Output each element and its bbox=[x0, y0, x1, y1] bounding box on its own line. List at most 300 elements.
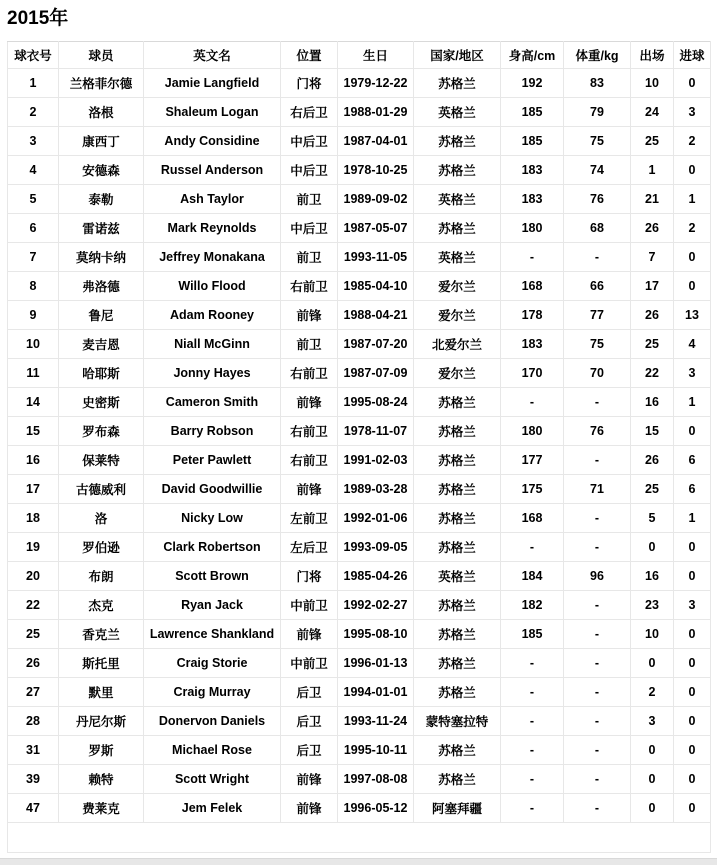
table-cell: - bbox=[564, 707, 631, 736]
table-cell: 22 bbox=[631, 359, 674, 388]
table-cell: 北爱尔兰 bbox=[414, 330, 501, 359]
table-cell: Scott Wright bbox=[144, 765, 281, 794]
table-cell: 19 bbox=[8, 533, 59, 562]
table-cell: 右前卫 bbox=[281, 359, 338, 388]
table-cell: 6 bbox=[8, 214, 59, 243]
table-cell: 莫纳卡纳 bbox=[59, 243, 144, 272]
column-header: 英文名 bbox=[144, 42, 281, 69]
table-cell: Adam Rooney bbox=[144, 301, 281, 330]
table-cell: 弗洛德 bbox=[59, 272, 144, 301]
table-cell: 3 bbox=[674, 591, 711, 620]
table-cell: 1987-05-07 bbox=[338, 214, 414, 243]
column-header: 身高/cm bbox=[501, 42, 564, 69]
column-header: 国家/地区 bbox=[414, 42, 501, 69]
table-cell: 爱尔兰 bbox=[414, 359, 501, 388]
table-cell: 26 bbox=[631, 214, 674, 243]
table-cell: 0 bbox=[674, 678, 711, 707]
table-cell: 15 bbox=[8, 417, 59, 446]
table-cell: 13 bbox=[674, 301, 711, 330]
table-row bbox=[8, 475, 711, 504]
table-cell: 前锋 bbox=[281, 794, 338, 823]
table-row bbox=[8, 504, 711, 533]
table-cell: 苏格兰 bbox=[414, 156, 501, 185]
table-cell: 76 bbox=[564, 185, 631, 214]
table-cell: 16 bbox=[631, 562, 674, 591]
table-cell: 1995-10-11 bbox=[338, 736, 414, 765]
table-cell: 4 bbox=[674, 330, 711, 359]
table-cell: 185 bbox=[501, 98, 564, 127]
table-cell: 布朗 bbox=[59, 562, 144, 591]
table-cell: 177 bbox=[501, 446, 564, 475]
table-cell: Jonny Hayes bbox=[144, 359, 281, 388]
table-cell: 6 bbox=[674, 475, 711, 504]
table-cell: 183 bbox=[501, 156, 564, 185]
table-cell: 74 bbox=[564, 156, 631, 185]
table-cell: 24 bbox=[631, 98, 674, 127]
table-cell: 16 bbox=[631, 388, 674, 417]
table-cell: 1996-01-13 bbox=[338, 649, 414, 678]
table-cell: 后卫 bbox=[281, 678, 338, 707]
table-cell: 1 bbox=[8, 69, 59, 98]
table-row bbox=[8, 417, 711, 446]
table-cell: 后卫 bbox=[281, 707, 338, 736]
table-cell: 0 bbox=[674, 649, 711, 678]
table-cell: 前锋 bbox=[281, 301, 338, 330]
table-cell: 168 bbox=[501, 504, 564, 533]
table-cell: 184 bbox=[501, 562, 564, 591]
table-row bbox=[8, 69, 711, 98]
table-cell: Shaleum Logan bbox=[144, 98, 281, 127]
table-cell: 前卫 bbox=[281, 330, 338, 359]
table-cell: 0 bbox=[674, 417, 711, 446]
table-row bbox=[8, 765, 711, 794]
table-cell: Jeffrey Monakana bbox=[144, 243, 281, 272]
table-cell: 11 bbox=[8, 359, 59, 388]
table-cell: 杰克 bbox=[59, 591, 144, 620]
table-cell: 1991-02-03 bbox=[338, 446, 414, 475]
table-cell: 1992-01-06 bbox=[338, 504, 414, 533]
table-cell: Barry Robson bbox=[144, 417, 281, 446]
table-cell: 1988-01-29 bbox=[338, 98, 414, 127]
table-cell: 1979-12-22 bbox=[338, 69, 414, 98]
table-row bbox=[8, 98, 711, 127]
table-cell: 71 bbox=[564, 475, 631, 504]
table-cell: - bbox=[564, 504, 631, 533]
table-cell: 中前卫 bbox=[281, 591, 338, 620]
table-cell: 右前卫 bbox=[281, 446, 338, 475]
table-cell: 古德威利 bbox=[59, 475, 144, 504]
table-row bbox=[8, 736, 711, 765]
table-cell: 0 bbox=[631, 649, 674, 678]
table-row bbox=[8, 620, 711, 649]
table-cell: 苏格兰 bbox=[414, 736, 501, 765]
table-cell: 鲁尼 bbox=[59, 301, 144, 330]
table-cell: - bbox=[564, 620, 631, 649]
table-cell: 史密斯 bbox=[59, 388, 144, 417]
table-row bbox=[8, 533, 711, 562]
table-cell: 0 bbox=[674, 707, 711, 736]
table-cell: 168 bbox=[501, 272, 564, 301]
table-cell: Niall McGinn bbox=[144, 330, 281, 359]
table-cell: 前卫 bbox=[281, 185, 338, 214]
table-cell: 7 bbox=[631, 243, 674, 272]
table-cell: 1993-11-05 bbox=[338, 243, 414, 272]
table-cell: 68 bbox=[564, 214, 631, 243]
table-cell: 16 bbox=[8, 446, 59, 475]
table-cell: 28 bbox=[8, 707, 59, 736]
table-cell: Ryan Jack bbox=[144, 591, 281, 620]
table-cell: - bbox=[564, 243, 631, 272]
table-cell: 右前卫 bbox=[281, 272, 338, 301]
table-cell: 180 bbox=[501, 214, 564, 243]
table-cell: David Goodwillie bbox=[144, 475, 281, 504]
table-cell: 右前卫 bbox=[281, 417, 338, 446]
table-cell: 39 bbox=[8, 765, 59, 794]
table-row bbox=[8, 301, 711, 330]
table-cell: 17 bbox=[631, 272, 674, 301]
table-cell: 1995-08-10 bbox=[338, 620, 414, 649]
table-cell: 哈耶斯 bbox=[59, 359, 144, 388]
table-cell: Jamie Langfield bbox=[144, 69, 281, 98]
table-cell: Jem Felek bbox=[144, 794, 281, 823]
table-cell: 1978-11-07 bbox=[338, 417, 414, 446]
table-cell: 1988-04-21 bbox=[338, 301, 414, 330]
table-cell: 苏格兰 bbox=[414, 765, 501, 794]
table-cell: 170 bbox=[501, 359, 564, 388]
table-cell: 后卫 bbox=[281, 736, 338, 765]
table-row bbox=[8, 591, 711, 620]
table-cell: 英格兰 bbox=[414, 562, 501, 591]
table-cell: 苏格兰 bbox=[414, 533, 501, 562]
table-cell: 1995-08-24 bbox=[338, 388, 414, 417]
table-cell: 7 bbox=[8, 243, 59, 272]
table-cell: 1987-07-09 bbox=[338, 359, 414, 388]
table-cell: 0 bbox=[674, 243, 711, 272]
column-header: 生日 bbox=[338, 42, 414, 69]
table-cell: 苏格兰 bbox=[414, 214, 501, 243]
table-cell: 27 bbox=[8, 678, 59, 707]
table-cell: 70 bbox=[564, 359, 631, 388]
table-cell: 180 bbox=[501, 417, 564, 446]
table-cell: Scott Brown bbox=[144, 562, 281, 591]
table-cell: 英格兰 bbox=[414, 243, 501, 272]
table-row bbox=[8, 649, 711, 678]
table-cell: 中前卫 bbox=[281, 649, 338, 678]
table-cell: 罗布森 bbox=[59, 417, 144, 446]
table-cell: 前锋 bbox=[281, 388, 338, 417]
table-cell: 前卫 bbox=[281, 243, 338, 272]
table-cell: - bbox=[564, 736, 631, 765]
table-cell: 0 bbox=[674, 272, 711, 301]
table-cell: 192 bbox=[501, 69, 564, 98]
table-cell: - bbox=[501, 388, 564, 417]
table-cell: 76 bbox=[564, 417, 631, 446]
table-cell: 14 bbox=[8, 388, 59, 417]
table-cell: 26 bbox=[8, 649, 59, 678]
column-header: 进球 bbox=[674, 42, 711, 69]
table-cell: 26 bbox=[631, 446, 674, 475]
table-cell: - bbox=[564, 446, 631, 475]
table-cell: 1 bbox=[674, 388, 711, 417]
table-cell: 罗斯 bbox=[59, 736, 144, 765]
table-cell: 175 bbox=[501, 475, 564, 504]
table-cell: 1 bbox=[674, 504, 711, 533]
table-cell: 77 bbox=[564, 301, 631, 330]
table-cell: 2 bbox=[631, 678, 674, 707]
table-row bbox=[8, 243, 711, 272]
table-cell: 10 bbox=[8, 330, 59, 359]
table-cell: 5 bbox=[8, 185, 59, 214]
table-cell: 前锋 bbox=[281, 765, 338, 794]
table-cell: 3 bbox=[674, 98, 711, 127]
empty-row bbox=[8, 823, 711, 853]
footer-divider bbox=[0, 858, 717, 865]
table-cell: - bbox=[501, 794, 564, 823]
table-cell: 26 bbox=[631, 301, 674, 330]
table-cell: 0 bbox=[674, 562, 711, 591]
table-row bbox=[8, 794, 711, 823]
squad-table bbox=[7, 41, 711, 853]
table-body bbox=[8, 69, 711, 853]
table-cell: 右后卫 bbox=[281, 98, 338, 127]
table-cell: 183 bbox=[501, 330, 564, 359]
table-row bbox=[8, 214, 711, 243]
table-cell: 苏格兰 bbox=[414, 591, 501, 620]
table-row bbox=[8, 185, 711, 214]
table-cell: 洛 bbox=[59, 504, 144, 533]
table-cell: 1 bbox=[674, 185, 711, 214]
table-cell: 1985-04-10 bbox=[338, 272, 414, 301]
table-cell: 1993-11-24 bbox=[338, 707, 414, 736]
table-cell: 麦吉恩 bbox=[59, 330, 144, 359]
table-cell: 苏格兰 bbox=[414, 678, 501, 707]
table-cell: 英格兰 bbox=[414, 98, 501, 127]
table-cell: 182 bbox=[501, 591, 564, 620]
column-header: 体重/kg bbox=[564, 42, 631, 69]
table-cell: Nicky Low bbox=[144, 504, 281, 533]
table-cell: 香克兰 bbox=[59, 620, 144, 649]
table-cell: 185 bbox=[501, 620, 564, 649]
table-cell: 英格兰 bbox=[414, 185, 501, 214]
table-cell: 0 bbox=[631, 736, 674, 765]
table-cell: 左后卫 bbox=[281, 533, 338, 562]
column-header: 出场 bbox=[631, 42, 674, 69]
table-cell: 21 bbox=[631, 185, 674, 214]
table-cell: 苏格兰 bbox=[414, 388, 501, 417]
table-cell: Mark Reynolds bbox=[144, 214, 281, 243]
table-cell: 5 bbox=[631, 504, 674, 533]
table-cell: - bbox=[501, 678, 564, 707]
table-cell: 罗伯逊 bbox=[59, 533, 144, 562]
table-cell: 8 bbox=[8, 272, 59, 301]
table-cell: 185 bbox=[501, 127, 564, 156]
table-row bbox=[8, 359, 711, 388]
table-cell: 9 bbox=[8, 301, 59, 330]
table-cell: - bbox=[564, 765, 631, 794]
table-cell: 苏格兰 bbox=[414, 475, 501, 504]
table-cell: - bbox=[501, 533, 564, 562]
column-header: 球员 bbox=[59, 42, 144, 69]
table-cell: 20 bbox=[8, 562, 59, 591]
table-cell: 阿塞拜疆 bbox=[414, 794, 501, 823]
table-cell: - bbox=[564, 794, 631, 823]
table-cell: 0 bbox=[674, 69, 711, 98]
table-cell: 10 bbox=[631, 69, 674, 98]
table-cell: 中后卫 bbox=[281, 156, 338, 185]
table-cell: - bbox=[501, 243, 564, 272]
table-cell: Michael Rose bbox=[144, 736, 281, 765]
table-row bbox=[8, 446, 711, 475]
empty-cell bbox=[8, 823, 711, 853]
table-cell: Cameron Smith bbox=[144, 388, 281, 417]
table-cell: 雷诺兹 bbox=[59, 214, 144, 243]
table-cell: 0 bbox=[674, 620, 711, 649]
table-cell: 0 bbox=[631, 794, 674, 823]
table-cell: 18 bbox=[8, 504, 59, 533]
table-cell: 66 bbox=[564, 272, 631, 301]
table-cell: 苏格兰 bbox=[414, 127, 501, 156]
table-cell: 1987-07-20 bbox=[338, 330, 414, 359]
table-row bbox=[8, 127, 711, 156]
table-cell: 1992-02-27 bbox=[338, 591, 414, 620]
table-cell: Willo Flood bbox=[144, 272, 281, 301]
table-cell: 79 bbox=[564, 98, 631, 127]
table-cell: 0 bbox=[674, 794, 711, 823]
table-cell: 左前卫 bbox=[281, 504, 338, 533]
table-cell: 1989-09-02 bbox=[338, 185, 414, 214]
table-cell: 1997-08-08 bbox=[338, 765, 414, 794]
table-cell: Craig Storie bbox=[144, 649, 281, 678]
table-cell: Donervon Daniels bbox=[144, 707, 281, 736]
table-cell: 安德森 bbox=[59, 156, 144, 185]
table-cell: 爱尔兰 bbox=[414, 301, 501, 330]
table-cell: 47 bbox=[8, 794, 59, 823]
table-cell: 25 bbox=[631, 330, 674, 359]
table-cell: 4 bbox=[8, 156, 59, 185]
table-row bbox=[8, 678, 711, 707]
table-cell: - bbox=[564, 533, 631, 562]
table-row bbox=[8, 156, 711, 185]
table-cell: 25 bbox=[631, 127, 674, 156]
table-cell: 1978-10-25 bbox=[338, 156, 414, 185]
table-cell: 10 bbox=[631, 620, 674, 649]
table-cell: 183 bbox=[501, 185, 564, 214]
table-cell: 0 bbox=[674, 765, 711, 794]
table-cell: - bbox=[501, 649, 564, 678]
table-cell: 22 bbox=[8, 591, 59, 620]
table-cell: 苏格兰 bbox=[414, 417, 501, 446]
table-cell: Lawrence Shankland bbox=[144, 620, 281, 649]
table-cell: Russel Anderson bbox=[144, 156, 281, 185]
table-cell: - bbox=[501, 736, 564, 765]
table-cell: 赖特 bbox=[59, 765, 144, 794]
table-cell: 3 bbox=[674, 359, 711, 388]
table-cell: 泰勒 bbox=[59, 185, 144, 214]
table-cell: 2 bbox=[674, 214, 711, 243]
table-cell: 31 bbox=[8, 736, 59, 765]
table-cell: 保莱特 bbox=[59, 446, 144, 475]
table-cell: 苏格兰 bbox=[414, 504, 501, 533]
table-cell: Peter Pawlett bbox=[144, 446, 281, 475]
table-row bbox=[8, 388, 711, 417]
table-cell: 丹尼尔斯 bbox=[59, 707, 144, 736]
table-cell: 兰格菲尔德 bbox=[59, 69, 144, 98]
table-cell: 0 bbox=[631, 533, 674, 562]
table-cell: - bbox=[564, 649, 631, 678]
table-cell: 苏格兰 bbox=[414, 69, 501, 98]
column-header: 球衣号 bbox=[8, 42, 59, 69]
table-cell: 费莱克 bbox=[59, 794, 144, 823]
table-cell: 178 bbox=[501, 301, 564, 330]
table-cell: 爱尔兰 bbox=[414, 272, 501, 301]
table-cell: 23 bbox=[631, 591, 674, 620]
page-title: 2015年 bbox=[7, 8, 69, 29]
table-cell: 洛根 bbox=[59, 98, 144, 127]
table-cell: 1985-04-26 bbox=[338, 562, 414, 591]
table-row bbox=[8, 562, 711, 591]
column-header: 位置 bbox=[281, 42, 338, 69]
table-cell: - bbox=[501, 707, 564, 736]
table-cell: 17 bbox=[8, 475, 59, 504]
table-cell: 1993-09-05 bbox=[338, 533, 414, 562]
table-cell: - bbox=[501, 765, 564, 794]
table-cell: 1987-04-01 bbox=[338, 127, 414, 156]
table-cell: 96 bbox=[564, 562, 631, 591]
table-cell: Craig Murray bbox=[144, 678, 281, 707]
table-cell: 0 bbox=[674, 533, 711, 562]
table-cell: Andy Considine bbox=[144, 127, 281, 156]
table-cell: 蒙特塞拉特 bbox=[414, 707, 501, 736]
table-cell: 83 bbox=[564, 69, 631, 98]
table-cell: 苏格兰 bbox=[414, 649, 501, 678]
table-cell: 0 bbox=[674, 736, 711, 765]
table-cell: 3 bbox=[631, 707, 674, 736]
table-cell: Clark Robertson bbox=[144, 533, 281, 562]
table-cell: 中后卫 bbox=[281, 214, 338, 243]
table-cell: 1989-03-28 bbox=[338, 475, 414, 504]
table-row bbox=[8, 330, 711, 359]
table-cell: Ash Taylor bbox=[144, 185, 281, 214]
table-cell: 75 bbox=[564, 330, 631, 359]
table-cell: 25 bbox=[8, 620, 59, 649]
table-cell: 1994-01-01 bbox=[338, 678, 414, 707]
table-cell: 1996-05-12 bbox=[338, 794, 414, 823]
table-cell: 斯托里 bbox=[59, 649, 144, 678]
table-row bbox=[8, 707, 711, 736]
table-cell: 2 bbox=[8, 98, 59, 127]
table-cell: 门将 bbox=[281, 562, 338, 591]
table-cell: 苏格兰 bbox=[414, 446, 501, 475]
table-cell: 前锋 bbox=[281, 475, 338, 504]
table-cell: 中后卫 bbox=[281, 127, 338, 156]
table-cell: 1 bbox=[631, 156, 674, 185]
table-cell: 2 bbox=[674, 127, 711, 156]
table-cell: 门将 bbox=[281, 69, 338, 98]
table-cell: 默里 bbox=[59, 678, 144, 707]
table-cell: - bbox=[564, 678, 631, 707]
table-cell: 康西丁 bbox=[59, 127, 144, 156]
table-row bbox=[8, 272, 711, 301]
table-cell: 25 bbox=[631, 475, 674, 504]
table-header-row bbox=[8, 42, 711, 69]
table-cell: 前锋 bbox=[281, 620, 338, 649]
table-cell: - bbox=[564, 388, 631, 417]
table-cell: 15 bbox=[631, 417, 674, 446]
table-cell: 苏格兰 bbox=[414, 620, 501, 649]
table-cell: 0 bbox=[674, 156, 711, 185]
table-cell: 3 bbox=[8, 127, 59, 156]
table-cell: 6 bbox=[674, 446, 711, 475]
